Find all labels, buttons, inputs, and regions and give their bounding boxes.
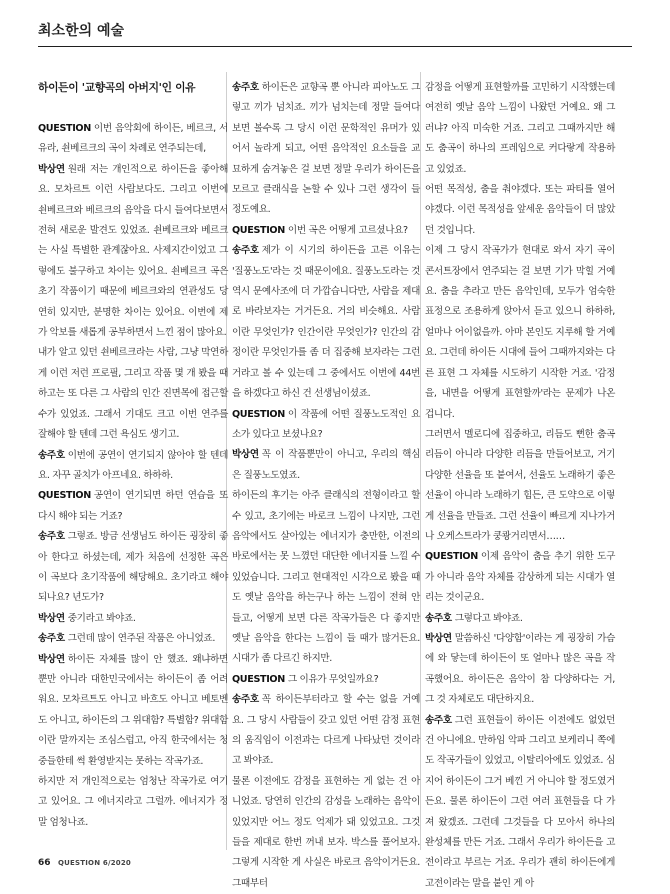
interview-paragraph	[232, 445, 420, 486]
speaker-label: 송주호	[232, 82, 259, 93]
interview-paragraph	[38, 119, 228, 160]
interview-paragraph	[425, 547, 615, 608]
interview-paragraph	[38, 343, 228, 445]
speaker-label: 박상연	[38, 653, 65, 665]
interview-paragraph	[425, 241, 615, 425]
interview-paragraph	[425, 180, 615, 241]
paragraph-text: 공연이 연기되면 하던 연습을 또 다시 해야 되는 거죠?	[38, 490, 228, 522]
text-column-2	[232, 78, 420, 894]
paragraph-text: 이번에 공연이 연기되지 않아야 할 텐데요. 자꾸 골치가 아프네요. 하하하.	[38, 449, 228, 481]
speaker-label: QUESTION	[38, 123, 91, 134]
paragraph-text: 그렇죠. 방금 선생님도 하이든 굉장히 좋아 한다고 하셨는데, 제가 처음에 선정한 곡은 이 곡보다 초기작품에 해당해요. 초기라고 해야 되나요? 년도가?	[38, 531, 228, 604]
speaker-label: 송주호	[38, 633, 65, 645]
interview-paragraph	[425, 609, 615, 629]
speaker-label: 송주호	[232, 245, 259, 257]
interview-paragraph	[38, 629, 228, 649]
paragraph-text: 꼭 이 작품뿐만이 아니고, 우리의 핵심은 질풍노도였죠.	[232, 449, 420, 481]
interview-paragraph	[232, 690, 420, 772]
interview-paragraph	[232, 670, 420, 690]
paragraph-text: 그 이유가 무엇일까요?	[287, 673, 379, 685]
interview-paragraph	[425, 425, 615, 547]
paragraph-text: 이제 음악이 춤을 추기 위한 도구가 아니라 음악 자체를 감상하게 되는 시대가 열리는 것이군요.	[425, 551, 615, 604]
paragraph-text: 하지만 저 개인적으로는 엄청난 작곡가로 여기고 있어요. 그 에너지라고 그럴까. 에너지가 정말 엄청나죠.	[38, 776, 228, 828]
paragraph-text: 그런 표현들이 하이든 이전에도 없었던 건 아니에요. 만하임 악파 그리고 보케리니 쪽에도 작곡가들이 있었고, 이탈리아에도 있었죠. 심지어 하이든이 그거 베낀 거 아니야 할 정도였거든요. 물론 하이든이 그런 여러 표현들을 다 가져 왔겠죠. 그런데 그것들을 다 모아서 하나의 완성체를 만든 거죠. 그래서 우리가 하이든을 고전이라고 부르는 거죠. 우리가 괜히 하이든에게 고전이라는 말을 붙인 게 아	[425, 714, 615, 889]
speaker-label: 송주호	[425, 714, 452, 726]
page-header-title: 최소한의 예술	[38, 23, 125, 39]
paragraph-text: 그렇다고 봐야죠.	[454, 612, 523, 624]
section-heading: 하이든이 '교향곡의 아버지'인 이유	[38, 81, 196, 94]
interview-paragraph	[38, 446, 228, 487]
column-divider	[420, 72, 421, 850]
interview-paragraph	[232, 241, 420, 404]
interview-paragraph	[38, 486, 228, 527]
speaker-label: 송주호	[38, 531, 65, 543]
paragraph-text: 그러면서 멜로디에 집중하고, 리듬도 뻔한 춤곡 리듬이 아니라 다양한 리듬을 만들어보고, 거기 다양한 선율을 또 붙여서, 선율도 노래하기 좋은 선율이 아니라 노래하기 힘든, 큰 도약으로 이렇게 선율을 만들죠. 그런 선율이 빠르게 지나가거나 오케스트라가 쿵쾅거리면서……	[425, 428, 615, 542]
speaker-label: 박상연	[425, 632, 452, 644]
paragraph-text: 꼭 하이든부터라고 할 수는 없을 거예요. 그 당시 사람들이 갖고 있던 어떤 감정 표현의 움직임이 이전과는 다르게 나타났던 것이라고 봐야죠.	[232, 694, 420, 767]
interview-paragraph	[38, 527, 228, 609]
speaker-label: 송주호	[232, 694, 259, 706]
paragraph-text: 물론 이전에도 감정을 표현하는 게 없는 건 아니었죠. 당연히 인간의 감성을 노래하는 음악이 있었지만 어느 정도 억제가 돼 있었고요. 그것들을 제대로 한번 꺼내 보자. 박스를 풀어보자. 그렇게 시작한 게 사실은 바로크 음악이거든요. 그때부터	[232, 775, 420, 889]
interview-paragraph	[232, 405, 420, 446]
speaker-label: 박상연	[38, 163, 65, 175]
interview-paragraph	[38, 650, 228, 772]
magazine-issue: QUESTION 6/2020	[58, 859, 131, 867]
interview-paragraph	[232, 486, 420, 670]
paragraph-text: 그런데 많이 연주된 작품은 아니었죠.	[67, 633, 216, 645]
paragraph-text: 하이든의 후기는 아주 클래식의 전형이라고 할 수 있고, 초기에는 바로크 느낌이 나지만, 그런 음악에서도 살아있는 에너지가 충만한, 이전의 바로에서는 못 느꼈던 대단한 에너지를 느낄 수 있었습니다. 그리고 현대적인 시각으로 봤을 때도 옛날 음악을 하는구나 하는 느낌이 전혀 안 들고, 어떻게 보면 다른 작곡가들은 다 좋지만 옛날 음악을 한다는 느낌이 들 때가 많거든요. 시대가 좀 다르긴 하지만.	[232, 490, 420, 665]
paragraph-text: 말씀하신 '다양함'이라는 게 굉장히 가슴에 와 닿는데 하이든이 또 얼마나 많은 곡을 작곡했어요. 하이든은 음악이 참 다양하다는 거, 그 것 자체로도 대단하지요.	[425, 632, 615, 706]
speaker-label: 박상연	[232, 449, 259, 461]
paragraph-text: 하이든은 교향곡 뿐 아니라 피아노도 그렇고 끼가 넘치죠. 끼가 넘치는데 정말 들여다보면 볼수록 그 당시 이런 문학적인 유머가 있어서 놀라게 되고, 어떤 음악적인 요소들을 교묘하게 숨겨놓은 걸 보면 정말 우리가 하이든을 모르고 클래식을 논할 수 있나 그런 생각이 들 정도예요.	[232, 82, 420, 216]
paragraph-text: 이 작품에 어떤 질풍노도적인 요소가 있다고 보셨나요?	[232, 408, 420, 440]
paragraph-text: 이번 곡은 어떻게 고르셨나요?	[287, 224, 408, 236]
text-column-1	[38, 78, 228, 833]
interview-paragraph	[38, 160, 228, 344]
interview-paragraph	[425, 711, 615, 894]
interview-paragraph	[232, 78, 420, 221]
speaker-label: 송주호	[38, 449, 65, 461]
paragraph-text: 이제 그 당시 작곡가가 현대로 와서 자기 곡이 콘서트장에서 연주되는 걸 보면 기가 막힐 거예요. 춤을 추라고 만든 음악인데, 모두가 엄숙한 표정으로 조용하게 앉아서 듣고 있으니 하하하, 얼마나 어이없을까. 아마 본인도 지루해 할 거예요. 그런데 하이든 시대에 들어 그때까지와는 다른 표현 그 자체를 시도하기 시작한 거죠. '감정을, 내면을 어떻게 표현할까'라는 문제가 나온 겁니다.	[425, 245, 615, 420]
interview-paragraph	[38, 772, 228, 833]
paragraph-text: 원래 저는 개인적으로 하이든을 좋아해요. 모차르트 이런 사람보다도. 그리고 이번에 쇤베르크와 베르크의 음악을 다시 들여다보면서 전혀 새로운 발견도 있었죠. 쇤베르크와 베르크는 사실 특별한 관계잖아요. 사제지간이었고 그렇에도 불구하고 차이는 있어요. 쇤베르크 곡은 초기 작품이기 때문에 베르크와의 연관성도 당연히 있지만, 분명한 차이는 있어요. 이번에 제가 악보를 새롭게 공부하면서 느낀 점이 많아요.	[38, 163, 228, 339]
page-number: 66	[38, 858, 51, 868]
paragraph-text: 중기라고 봐야죠.	[67, 612, 136, 624]
speaker-label: QUESTION	[232, 673, 285, 685]
paragraph-text: 제가 이 시기의 하이든을 고른 이유는 '질풍노도'라는 것 때문이에요. 질풍노도라는 것 역시 문예사조에 더 가깝습니다만, 사람을 제대로 바라보자는 거거든요. 거의 비슷해요. 사람이란 무엇인가? 인간이란 무엇인가? 인간의 감정이란 무엇인가를 좀 더 집중해 보자라는 그런 거라고 볼 수 있는데 그 중에서도 이번에 44번을 하겠다고 하신 건 선생님이셨죠.	[232, 245, 420, 400]
interview-paragraph	[232, 221, 420, 241]
paragraph-text: 이번 음악회에 하이든, 베르크, 서유라, 쇤베르크의 곡이 차례로 연주되는데,	[38, 123, 228, 155]
paragraph-text: 어떤 목적성, 춤을 춰야겠다. 또는 파티를 열어야겠다. 이런 목적성을 앞세운 음악들이 더 많았던 것입니다.	[425, 184, 615, 236]
speaker-label: QUESTION	[425, 551, 478, 563]
paragraph-text: 감정을 어떻게 표현할까를 고민하기 시작했는데 여전히 옛날 음악 느낌이 나왔던 거예요. 왜 그러냐? 아직 미숙한 거죠. 그리고 그때까지만 해도 춤곡이 하나의 프레임으로 커다랗게 작용하고 있었죠.	[425, 82, 615, 175]
speaker-label: QUESTION	[232, 408, 285, 420]
interview-paragraph	[425, 78, 615, 180]
header-divider	[38, 46, 632, 47]
speaker-label: QUESTION	[232, 224, 285, 236]
interview-paragraph	[425, 629, 615, 711]
interview-paragraph	[38, 609, 228, 629]
speaker-label: 박상연	[38, 612, 65, 624]
speaker-label: QUESTION	[38, 490, 91, 502]
paragraph-text: 하이든 자체를 많이 안 했죠. 왜냐하면 뿐만 아니라 대한민국에서는 하이든이 좀 어려워요. 모차르트도 아니고 바흐도 아니고 베토벤도 아니고, 하이든의 그 위대함? 특별함? 위대함이란 말까지는 조심스럽고, 아직 한국에서는 청중들한테 썩 환영받지는 못하는 작곡가죠.	[38, 653, 228, 767]
text-column-3	[425, 78, 615, 894]
interview-paragraph	[232, 772, 420, 894]
speaker-label: 송주호	[425, 612, 452, 624]
paragraph-text: 내가 알고 있던 쇤베르크라는 사람, 그냥 막연하게 이런 저런 프로필, 그리고 작품 몇 개 봤을 때하고는 또 다른 그 사람의 인간 진면목에 접근할 수가 있었죠. 그래서 기대도 크고 이번 연주를 잘해야 할 텐데 그런 욕심도 생기고.	[38, 347, 228, 441]
